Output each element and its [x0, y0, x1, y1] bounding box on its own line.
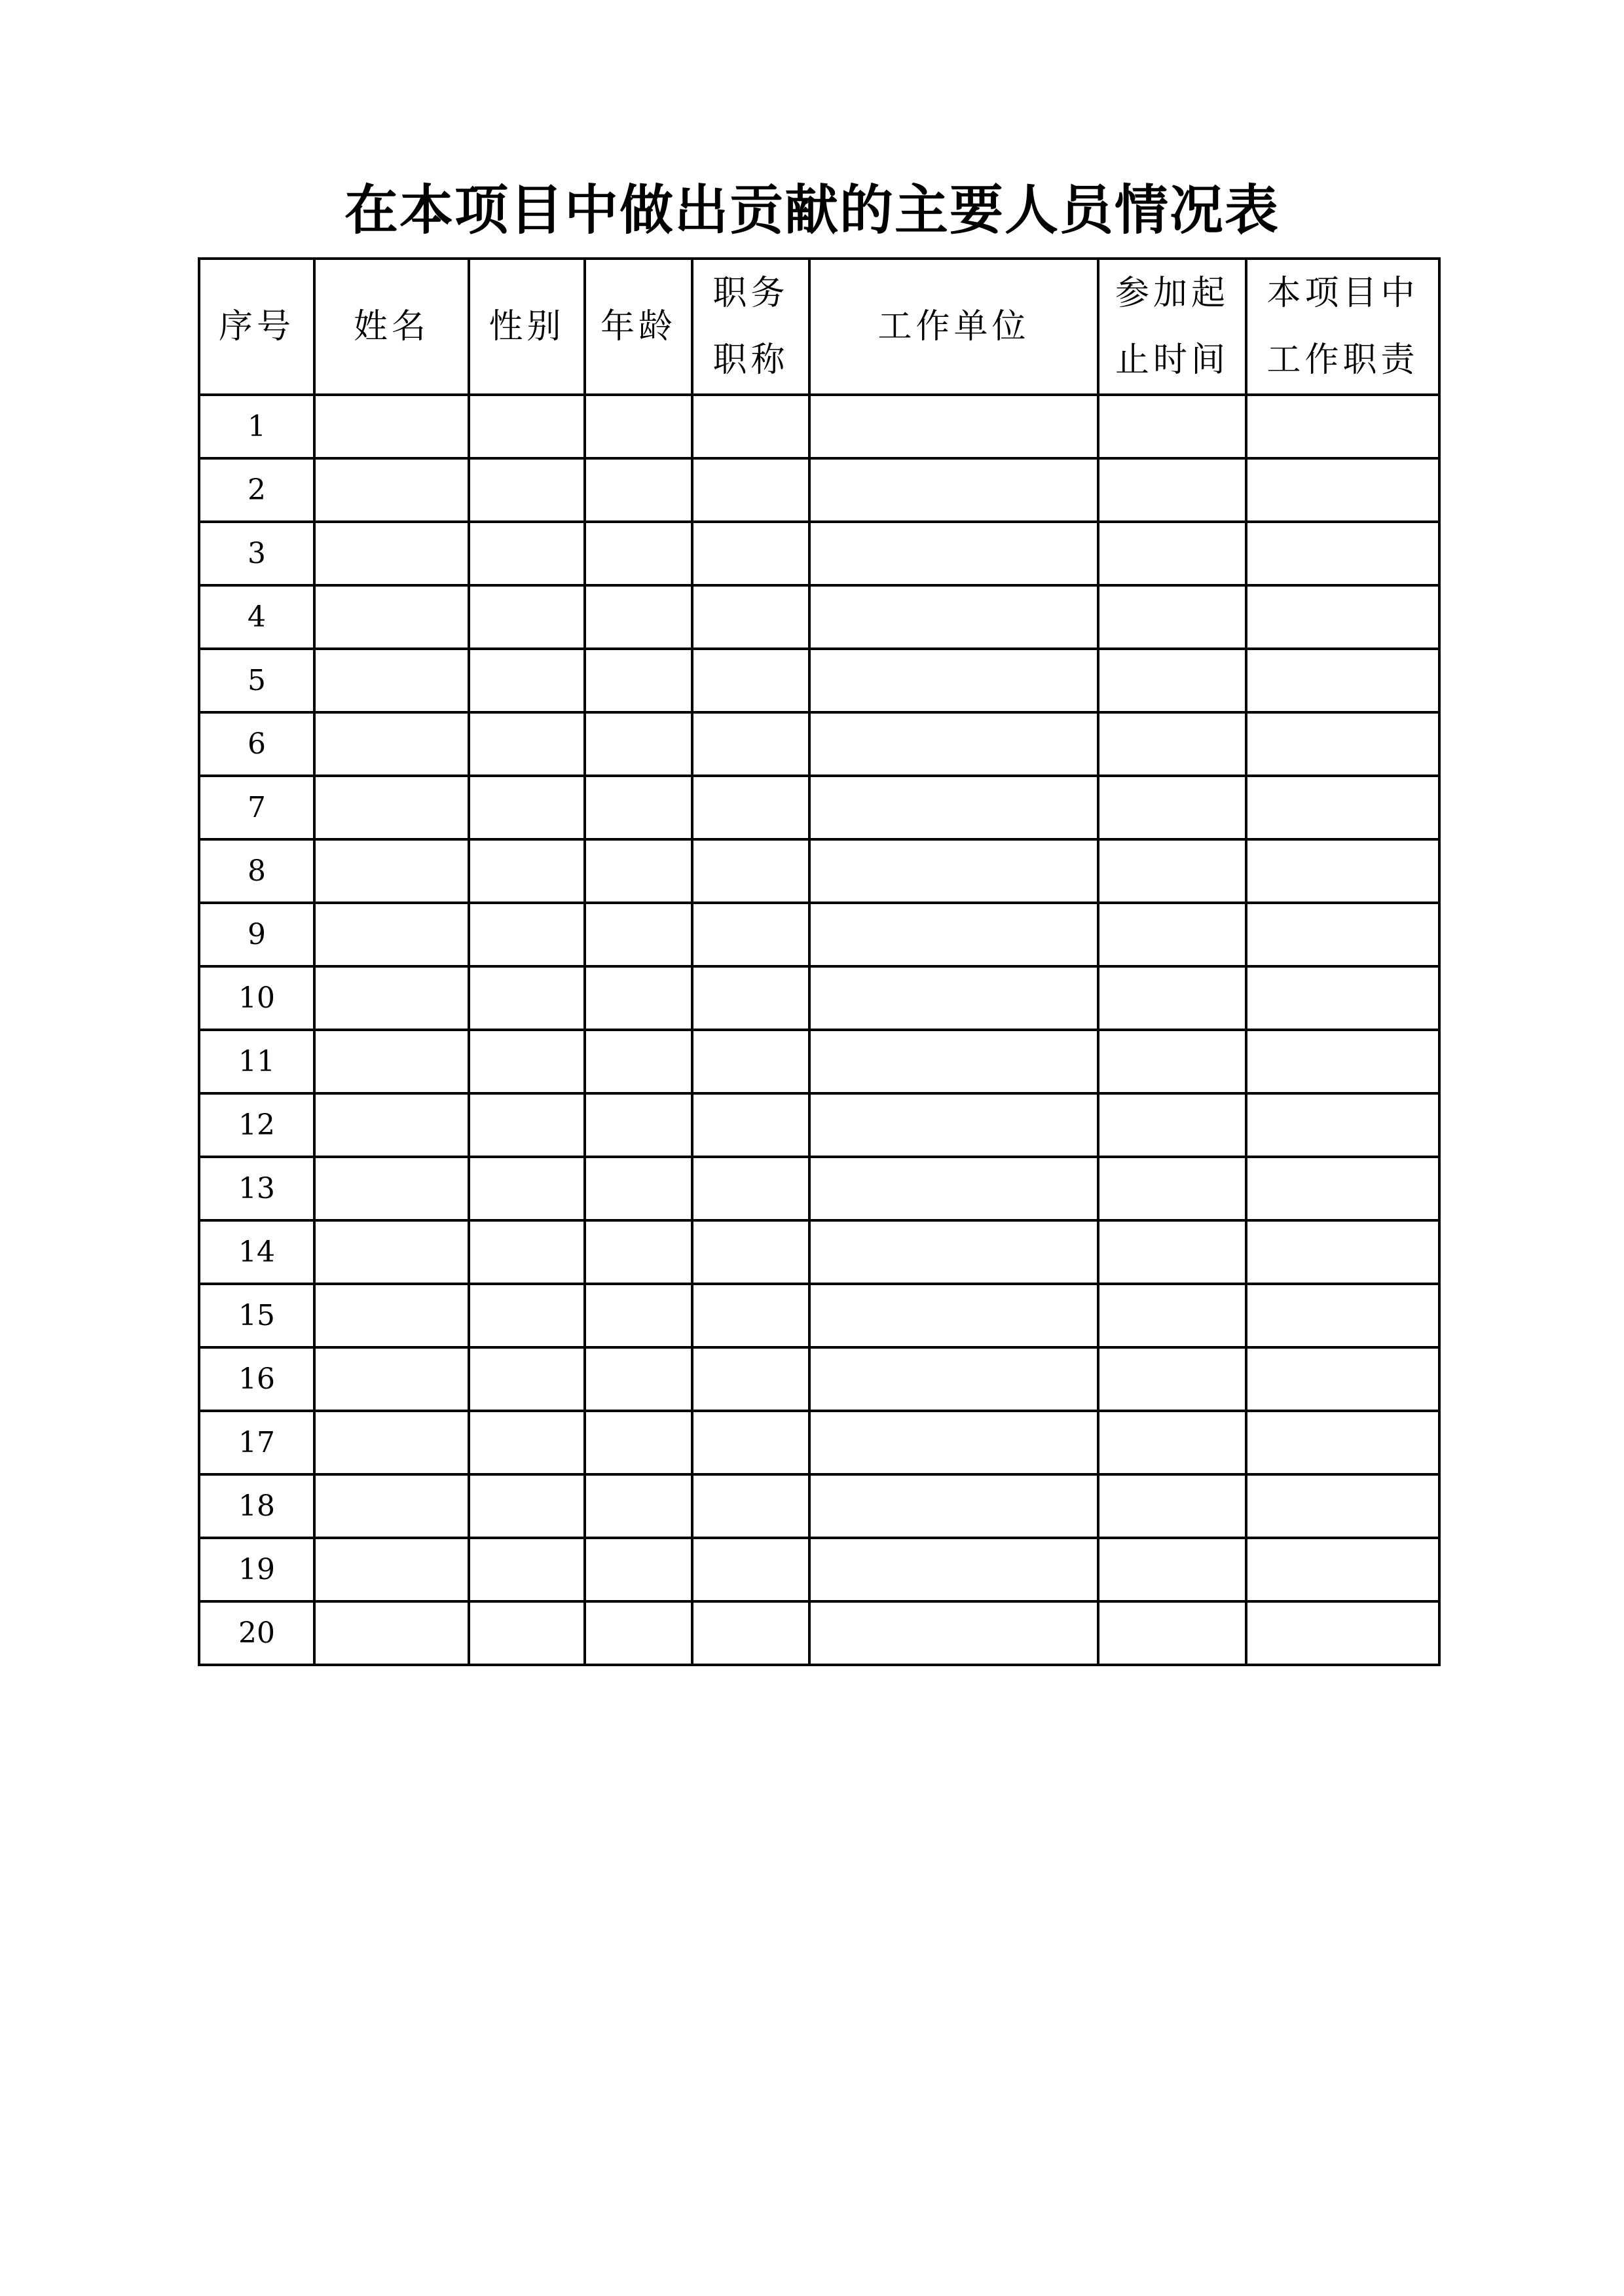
cell-duties[interactable] — [1246, 776, 1439, 839]
cell-title[interactable] — [692, 1538, 809, 1601]
cell-employer[interactable] — [809, 1284, 1098, 1347]
cell-employer[interactable] — [809, 458, 1098, 522]
cell-employer[interactable] — [809, 1474, 1098, 1538]
cell-age[interactable] — [585, 1538, 692, 1601]
cell-age[interactable] — [585, 712, 692, 776]
cell-title[interactable] — [692, 1284, 809, 1347]
cell-period[interactable] — [1098, 1284, 1246, 1347]
cell-employer[interactable] — [809, 712, 1098, 776]
cell-duties[interactable] — [1246, 1157, 1439, 1220]
cell-employer[interactable] — [809, 1347, 1098, 1411]
cell-employer[interactable] — [809, 776, 1098, 839]
header-label: 序号 — [218, 307, 295, 346]
cell-gender[interactable] — [469, 839, 585, 903]
cell-seq: 5 — [199, 649, 314, 712]
header-label: 性别 — [489, 307, 565, 346]
cell-duties[interactable] — [1246, 712, 1439, 776]
cell-gender[interactable] — [469, 1284, 585, 1347]
cell-name[interactable] — [314, 1538, 469, 1601]
cell-employer[interactable] — [809, 585, 1098, 649]
header-label-line-1: 本项目中 — [1266, 274, 1419, 313]
cell-duties[interactable] — [1246, 522, 1439, 585]
cell-seq: 13 — [199, 1157, 314, 1220]
table-row — [199, 395, 1439, 458]
cell-duties[interactable] — [1246, 839, 1439, 903]
cell-title[interactable] — [692, 1601, 809, 1665]
cell-age[interactable] — [585, 1347, 692, 1411]
header-cell-title — [692, 259, 809, 395]
cell-gender[interactable] — [469, 458, 585, 522]
cell-name[interactable] — [314, 1157, 469, 1220]
cell-name[interactable] — [314, 1411, 469, 1474]
cell-employer[interactable] — [809, 1220, 1098, 1284]
cell-gender[interactable] — [469, 649, 585, 712]
table-row — [199, 522, 1439, 585]
cell-title[interactable] — [692, 839, 809, 903]
cell-period[interactable] — [1098, 1474, 1246, 1538]
cell-name[interactable] — [314, 966, 469, 1030]
cell-seq: 8 — [199, 839, 314, 903]
table-row — [199, 458, 1439, 522]
cell-name[interactable] — [314, 776, 469, 839]
table-row — [199, 1347, 1439, 1411]
cell-duties[interactable] — [1246, 1220, 1439, 1284]
cell-seq: 7 — [199, 776, 314, 839]
cell-title[interactable] — [692, 458, 809, 522]
cell-period[interactable] — [1098, 585, 1246, 649]
header-cell-period — [1098, 259, 1246, 395]
cell-employer[interactable] — [809, 1093, 1098, 1157]
cell-age[interactable] — [585, 1411, 692, 1474]
table-row — [199, 1474, 1439, 1538]
cell-employer[interactable] — [809, 1411, 1098, 1474]
table-row — [199, 1284, 1439, 1347]
header-label-line-2: 止时间 — [1115, 340, 1229, 380]
cell-title[interactable] — [692, 1474, 809, 1538]
cell-title[interactable] — [692, 1093, 809, 1157]
table-row — [199, 1157, 1439, 1220]
cell-gender[interactable] — [469, 903, 585, 966]
cell-period[interactable] — [1098, 522, 1246, 585]
cell-age[interactable] — [585, 776, 692, 839]
cell-gender[interactable] — [469, 1030, 585, 1093]
cell-title[interactable] — [692, 1157, 809, 1220]
cell-age[interactable] — [585, 1284, 692, 1347]
header-label-line-1: 参加起 — [1115, 274, 1229, 313]
cell-seq: 9 — [199, 903, 314, 966]
cell-seq: 10 — [199, 966, 314, 1030]
cell-name[interactable] — [314, 1093, 469, 1157]
table-row — [199, 1220, 1439, 1284]
cell-period[interactable] — [1098, 1220, 1246, 1284]
header-label: 年龄 — [600, 307, 676, 346]
personnel-table — [198, 257, 1441, 1666]
cell-title[interactable] — [692, 395, 809, 458]
cell-title[interactable] — [692, 966, 809, 1030]
cell-duties[interactable] — [1246, 395, 1439, 458]
cell-gender[interactable] — [469, 585, 585, 649]
cell-name[interactable] — [314, 839, 469, 903]
table-row — [199, 903, 1439, 966]
cell-period[interactable] — [1098, 649, 1246, 712]
cell-name[interactable] — [314, 712, 469, 776]
cell-seq: 18 — [199, 1474, 314, 1538]
cell-gender[interactable] — [469, 1157, 585, 1220]
cell-duties[interactable] — [1246, 458, 1439, 522]
cell-age[interactable] — [585, 585, 692, 649]
cell-title[interactable] — [692, 1220, 809, 1284]
cell-duties[interactable] — [1246, 903, 1439, 966]
table-row — [199, 1030, 1439, 1093]
cell-age[interactable] — [585, 395, 692, 458]
cell-gender[interactable] — [469, 1411, 585, 1474]
table-row — [199, 649, 1439, 712]
cell-title[interactable] — [692, 903, 809, 966]
cell-gender[interactable] — [469, 966, 585, 1030]
cell-gender[interactable] — [469, 1474, 585, 1538]
header-label: 姓名 — [353, 307, 430, 346]
table-row — [199, 1538, 1439, 1601]
cell-seq: 14 — [199, 1220, 314, 1284]
table-row — [199, 839, 1439, 903]
header-cell-duties — [1246, 259, 1439, 395]
table-row — [199, 1093, 1439, 1157]
cell-seq: 16 — [199, 1347, 314, 1411]
cell-duties[interactable] — [1246, 1093, 1439, 1157]
cell-employer[interactable] — [809, 1030, 1098, 1093]
cell-employer[interactable] — [809, 1157, 1098, 1220]
cell-employer[interactable] — [809, 1601, 1098, 1665]
cell-period[interactable] — [1098, 1030, 1246, 1093]
cell-name[interactable] — [314, 903, 469, 966]
cell-name[interactable] — [314, 1030, 469, 1093]
cell-employer[interactable] — [809, 649, 1098, 712]
cell-age[interactable] — [585, 1030, 692, 1093]
cell-employer[interactable] — [809, 966, 1098, 1030]
cell-employer[interactable] — [809, 903, 1098, 966]
header-cell-seq — [199, 259, 314, 395]
cell-duties[interactable] — [1246, 966, 1439, 1030]
cell-seq: 2 — [199, 458, 314, 522]
cell-title[interactable] — [692, 1030, 809, 1093]
cell-title[interactable] — [692, 649, 809, 712]
cell-title[interactable] — [692, 712, 809, 776]
cell-name[interactable] — [314, 1220, 469, 1284]
table-row — [199, 1601, 1439, 1665]
cell-seq: 15 — [199, 1284, 314, 1347]
cell-title[interactable] — [692, 1411, 809, 1474]
cell-name[interactable] — [314, 585, 469, 649]
cell-duties[interactable] — [1246, 1601, 1439, 1665]
table-row — [199, 585, 1439, 649]
cell-seq: 20 — [199, 1601, 314, 1665]
cell-period[interactable] — [1098, 1157, 1246, 1220]
cell-age[interactable] — [585, 522, 692, 585]
cell-seq: 12 — [199, 1093, 314, 1157]
cell-duties[interactable] — [1246, 1411, 1439, 1474]
table-row — [199, 966, 1439, 1030]
cell-name[interactable] — [314, 1347, 469, 1411]
cell-age[interactable] — [585, 649, 692, 712]
cell-period[interactable] — [1098, 395, 1246, 458]
cell-age[interactable] — [585, 1093, 692, 1157]
cell-duties[interactable] — [1246, 1030, 1439, 1093]
header-label-line-2: 工作职责 — [1266, 340, 1419, 380]
cell-period[interactable] — [1098, 903, 1246, 966]
cell-seq: 19 — [199, 1538, 314, 1601]
cell-period[interactable] — [1098, 966, 1246, 1030]
cell-name[interactable] — [314, 395, 469, 458]
cell-gender[interactable] — [469, 1601, 585, 1665]
cell-duties[interactable] — [1246, 1474, 1439, 1538]
header-cell-gender — [469, 259, 585, 395]
table-row — [199, 776, 1439, 839]
table-row — [199, 1411, 1439, 1474]
cell-name[interactable] — [314, 1474, 469, 1538]
cell-employer[interactable] — [809, 1538, 1098, 1601]
header-cell-employer — [809, 259, 1098, 395]
cell-gender[interactable] — [469, 1347, 585, 1411]
cell-age[interactable] — [585, 966, 692, 1030]
table-body — [199, 395, 1439, 1665]
cell-name[interactable] — [314, 1284, 469, 1347]
cell-seq: 1 — [199, 395, 314, 458]
cell-age[interactable] — [585, 1601, 692, 1665]
cell-name[interactable] — [314, 649, 469, 712]
header-cell-name — [314, 259, 469, 395]
cell-title[interactable] — [692, 776, 809, 839]
cell-title[interactable] — [692, 522, 809, 585]
cell-age[interactable] — [585, 1220, 692, 1284]
page-title: 在本项目中做出贡献的主要人员情况表 — [344, 179, 1280, 242]
cell-employer[interactable] — [809, 839, 1098, 903]
cell-period[interactable] — [1098, 1601, 1246, 1665]
header-cell-age — [585, 259, 692, 395]
cell-title[interactable] — [692, 585, 809, 649]
table-row — [199, 712, 1439, 776]
cell-seq: 3 — [199, 522, 314, 585]
cell-age[interactable] — [585, 839, 692, 903]
cell-title[interactable] — [692, 1347, 809, 1411]
header-label-line-1: 职务 — [712, 274, 789, 313]
cell-employer[interactable] — [809, 395, 1098, 458]
cell-seq: 11 — [199, 1030, 314, 1093]
cell-duties[interactable] — [1246, 1347, 1439, 1411]
cell-name[interactable] — [314, 1601, 469, 1665]
cell-age[interactable] — [585, 1157, 692, 1220]
cell-age[interactable] — [585, 903, 692, 966]
cell-period[interactable] — [1098, 1093, 1246, 1157]
cell-duties[interactable] — [1246, 649, 1439, 712]
cell-period[interactable] — [1098, 839, 1246, 903]
cell-gender[interactable] — [469, 776, 585, 839]
cell-seq: 4 — [199, 585, 314, 649]
header-label-line-2: 职称 — [712, 340, 789, 380]
cell-gender[interactable] — [469, 1538, 585, 1601]
cell-age[interactable] — [585, 458, 692, 522]
cell-period[interactable] — [1098, 1411, 1246, 1474]
cell-duties[interactable] — [1246, 585, 1439, 649]
cell-name[interactable] — [314, 522, 469, 585]
cell-seq: 6 — [199, 712, 314, 776]
table-header-row — [199, 259, 1439, 395]
cell-employer[interactable] — [809, 522, 1098, 585]
cell-age[interactable] — [585, 1474, 692, 1538]
cell-period[interactable] — [1098, 776, 1246, 839]
cell-duties[interactable] — [1246, 1284, 1439, 1347]
cell-duties[interactable] — [1246, 1538, 1439, 1601]
header-label: 工作单位 — [877, 307, 1030, 346]
cell-period[interactable] — [1098, 1347, 1246, 1411]
cell-period[interactable] — [1098, 1538, 1246, 1601]
cell-seq: 17 — [199, 1411, 314, 1474]
cell-gender[interactable] — [469, 1220, 585, 1284]
cell-gender[interactable] — [469, 1093, 585, 1157]
cell-period[interactable] — [1098, 712, 1246, 776]
cell-period[interactable] — [1098, 458, 1246, 522]
cell-gender[interactable] — [469, 395, 585, 458]
cell-gender[interactable] — [469, 712, 585, 776]
cell-name[interactable] — [314, 458, 469, 522]
cell-gender[interactable] — [469, 522, 585, 585]
